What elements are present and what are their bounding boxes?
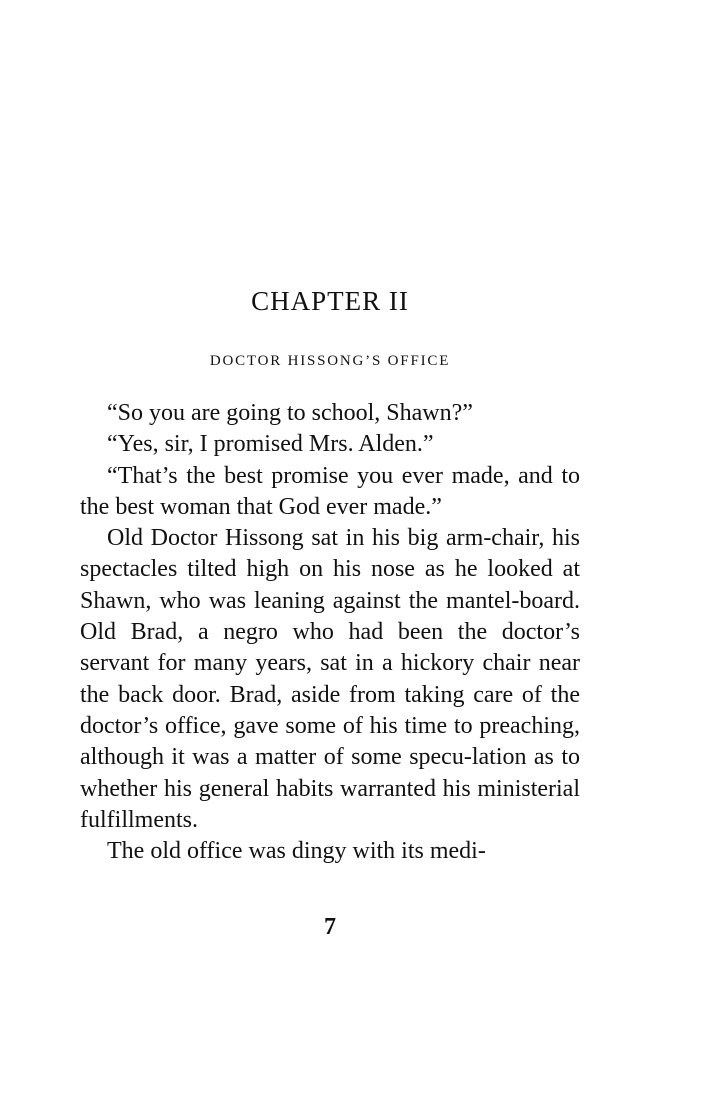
chapter-title: CHAPTER II <box>251 286 409 316</box>
paragraph: Old Doctor Hissong sat in his big arm-chair, his spectacles tilted high on his nose as he looked at Shawn, who was leaning against the mantel-board. Old Brad, a negro who had been the doctor’s servant for many years, sat in a hickory chair near the back door. Brad, aside from taking care of the doctor’s office, gave some of his time to preaching, although it was a matter of some specu-lation as to whether his general habits warranted his ministerial fulfillments. <box>80 525 580 833</box>
body-text <box>80 398 580 867</box>
paragraph: “That’s the best promise you ever made, and to the best woman that God ever made.” <box>80 462 580 520</box>
page-number: 7 <box>324 914 336 940</box>
paragraph: The old office was dingy with its medi- <box>107 838 486 865</box>
chapter-subtitle: DOCTOR HISSONG’S OFFICE <box>209 353 451 369</box>
paragraph: “So you are going to school, Shawn?” <box>107 400 473 426</box>
paragraph: “Yes, sir, I promised Mrs. Alden.” <box>107 431 434 458</box>
